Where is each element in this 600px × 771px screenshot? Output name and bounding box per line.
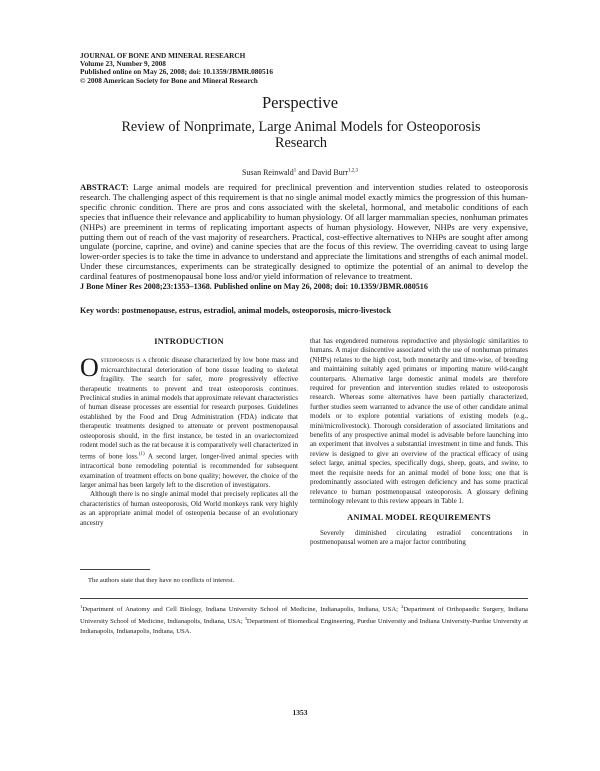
journal-copyright: © 2008 American Society for Bone and Mineral Research (80, 75, 258, 85)
citation-line: J Bone Miner Res 2008;23:1353–1368. Published online on May 26, 2008; doi: 10.1359/JBMR.080516 (80, 282, 428, 291)
author-affiliation-mark: 1,2,3 (348, 168, 359, 174)
affiliations-footnote (80, 602, 528, 636)
affiliation-text: Department of Anatomy and Cell Biology, Indiana University School of Medicine, Indianapolis, Indiana, USA; (82, 606, 402, 614)
keywords-line: Key words: postmenopause, estrus, estradiol, animal models, osteoporosis, micro-livestock (80, 306, 392, 315)
author-name: David Burr (311, 168, 349, 177)
author-name: Susan Reinwald (241, 168, 294, 177)
abstract-text: Large animal models are required for preclinical prevention and intervention studies related to osteoporosis research. The challenging aspect of this requirement is that no single animal model exactly mimics the progression of this human-specific chronic condition. There are pros and cons associated with the skeletal, hormonal, and metabolic conditions of each species that influence their relevance and applicability to human physiology. Of all larger mammalian species, nonhuman primates (NHPs) are preeminent in terms of replicating important aspects of human physiology. However, NHPs are very expensive, putting them out of reach of the vast majority of researchers. Practical, cost-effective alternatives to NHPs are sought after among ungulate (porcine, caprine, and ovine) and canine species that are the focus of this review. The overriding caveat to using large lower-order species is to take the time in advance to understand and appreciate the limitations and strengths of each animal model. Under these circumstances, experiments can be strategically designed to optimize the potential of an animal to develop the cardinal features of postmenopausal bone loss and/or yield information of relevance to treatment. (80, 182, 528, 282)
journal-publication-info: Published online on May 26, 2008; doi: 10.1359/JBMR.080516 (80, 67, 273, 77)
paragraph: Severely diminished circulating estradiol concentrations in postmenopausal women are a major factor contributing (310, 528, 528, 547)
left-column (80, 337, 298, 528)
section-label: Perspective (261, 93, 339, 112)
author-line (0, 168, 600, 177)
small-caps-opening: steoporosis is a (100, 356, 147, 365)
right-column (310, 337, 528, 548)
journal-name: JOURNAL OF BONE AND MINERAL RESEARCH (80, 51, 246, 60)
affiliation-mark: 1 (80, 604, 83, 609)
footnote-divider-short (80, 569, 150, 570)
conflict-of-interest-note: The authors state that they have no conflicts of interest. (88, 577, 235, 584)
paragraph-text: chronic disease characterized by low bone mass and microarchitectural deterioration of bone tissue leading to skeletal fragility. The search for safer, more progressively effective therapeutic treatments to prevent and treat osteoporosis continues. Preclinical studies in animal models that approximate relevant characteristics of human disease processes are essential for research purposes. Guidelines established by the Food and Drug Administration (FDA) indicate that therapeutic treatments designed to attenuate or prevent postmenopausal osteoporosis should, in the first instance, be tested in an ovariectomized rodent model such as the rat because it is comparatively well characterized in terms of bone loss. (80, 356, 298, 461)
reference-marker: (1) (138, 452, 145, 458)
paragraph: that has engendered numerous reproductive and physiologic similarities to humans. A major disincentive associated with the use of nonhuman primates (NHPs) relates to the high cost, both monetarily and time-wise, of breeding and maintaining suitably aged primates or importing mature wild-caught counterparts. Alternative large domestic animal models are therefore required for prevention and intervention studies related to osteoporosis research. Whereas some alternatives have been partially characterized, further studies seem warranted to advance the use of other candidate animal models or to explore potential variations of existing models (e.g., mini/microlivestock). Thorough consideration of associated limitations and benefits of any prospective animal model is advisable before launching into an experiment that involves a substantial investment in time and funds. This review is designed to give an overview of the practical efficacy of using select large, animal species, specifically dogs, sheep, goats, and swine, to meet the requisite needs for an animal model of bone loss; one that is predominantly associated with estrogen deficiency and has some practical relevance to human postmenopausal osteoporosis. A glossary defining terminology relevant to this review appears in Table 1. (310, 337, 528, 505)
article-title: Review of Nonprimate, Large Animal Models for Osteoporosis Research (121, 119, 481, 151)
affiliation-mark: 3 (244, 616, 247, 622)
abstract (80, 183, 528, 282)
journal-header (80, 52, 273, 85)
author-conjunction: and (296, 168, 312, 177)
page-number: 1353 (292, 708, 308, 717)
paragraph-text: A second larger, longer-lived animal species with intracortical bone remodeling potential is recommended for subsequent examination of treatment effects on bone quality; however, the choice of the larger animal has been largely left to the discretion of investigators. (80, 452, 298, 490)
journal-volume: Volume 23, Number 9, 2008 (80, 59, 166, 69)
abstract-label: ABSTRACT: (80, 182, 129, 192)
paragraph: Although there is no single animal model that precisely replicates all the characteristics of human osteoporosis, Old World monkeys rank very highly as an appropriate animal model of osteopenia because of an evolutionary ancestry (80, 490, 298, 527)
section-heading-requirements: ANIMAL MODEL REQUIREMENTS (347, 513, 491, 523)
section-heading-introduction: INTRODUCTION (154, 337, 224, 346)
paragraph (80, 353, 298, 490)
affiliation-text: Department of Orthopaedic Surgery, Indiana University School of Medicine, Indianapolis, Indiana, USA; (80, 606, 529, 626)
affiliation-text: Department of Biomedical Engineering, Purdue University and Indiana University-Purdue University at Indianapolis, Indianapolis, Indiana, USA. (80, 618, 529, 635)
footnote-divider (80, 598, 528, 599)
drop-cap: O (80, 353, 99, 383)
affiliation-mark: 2 (401, 604, 404, 609)
author-affiliation-mark: 1 (293, 168, 297, 174)
